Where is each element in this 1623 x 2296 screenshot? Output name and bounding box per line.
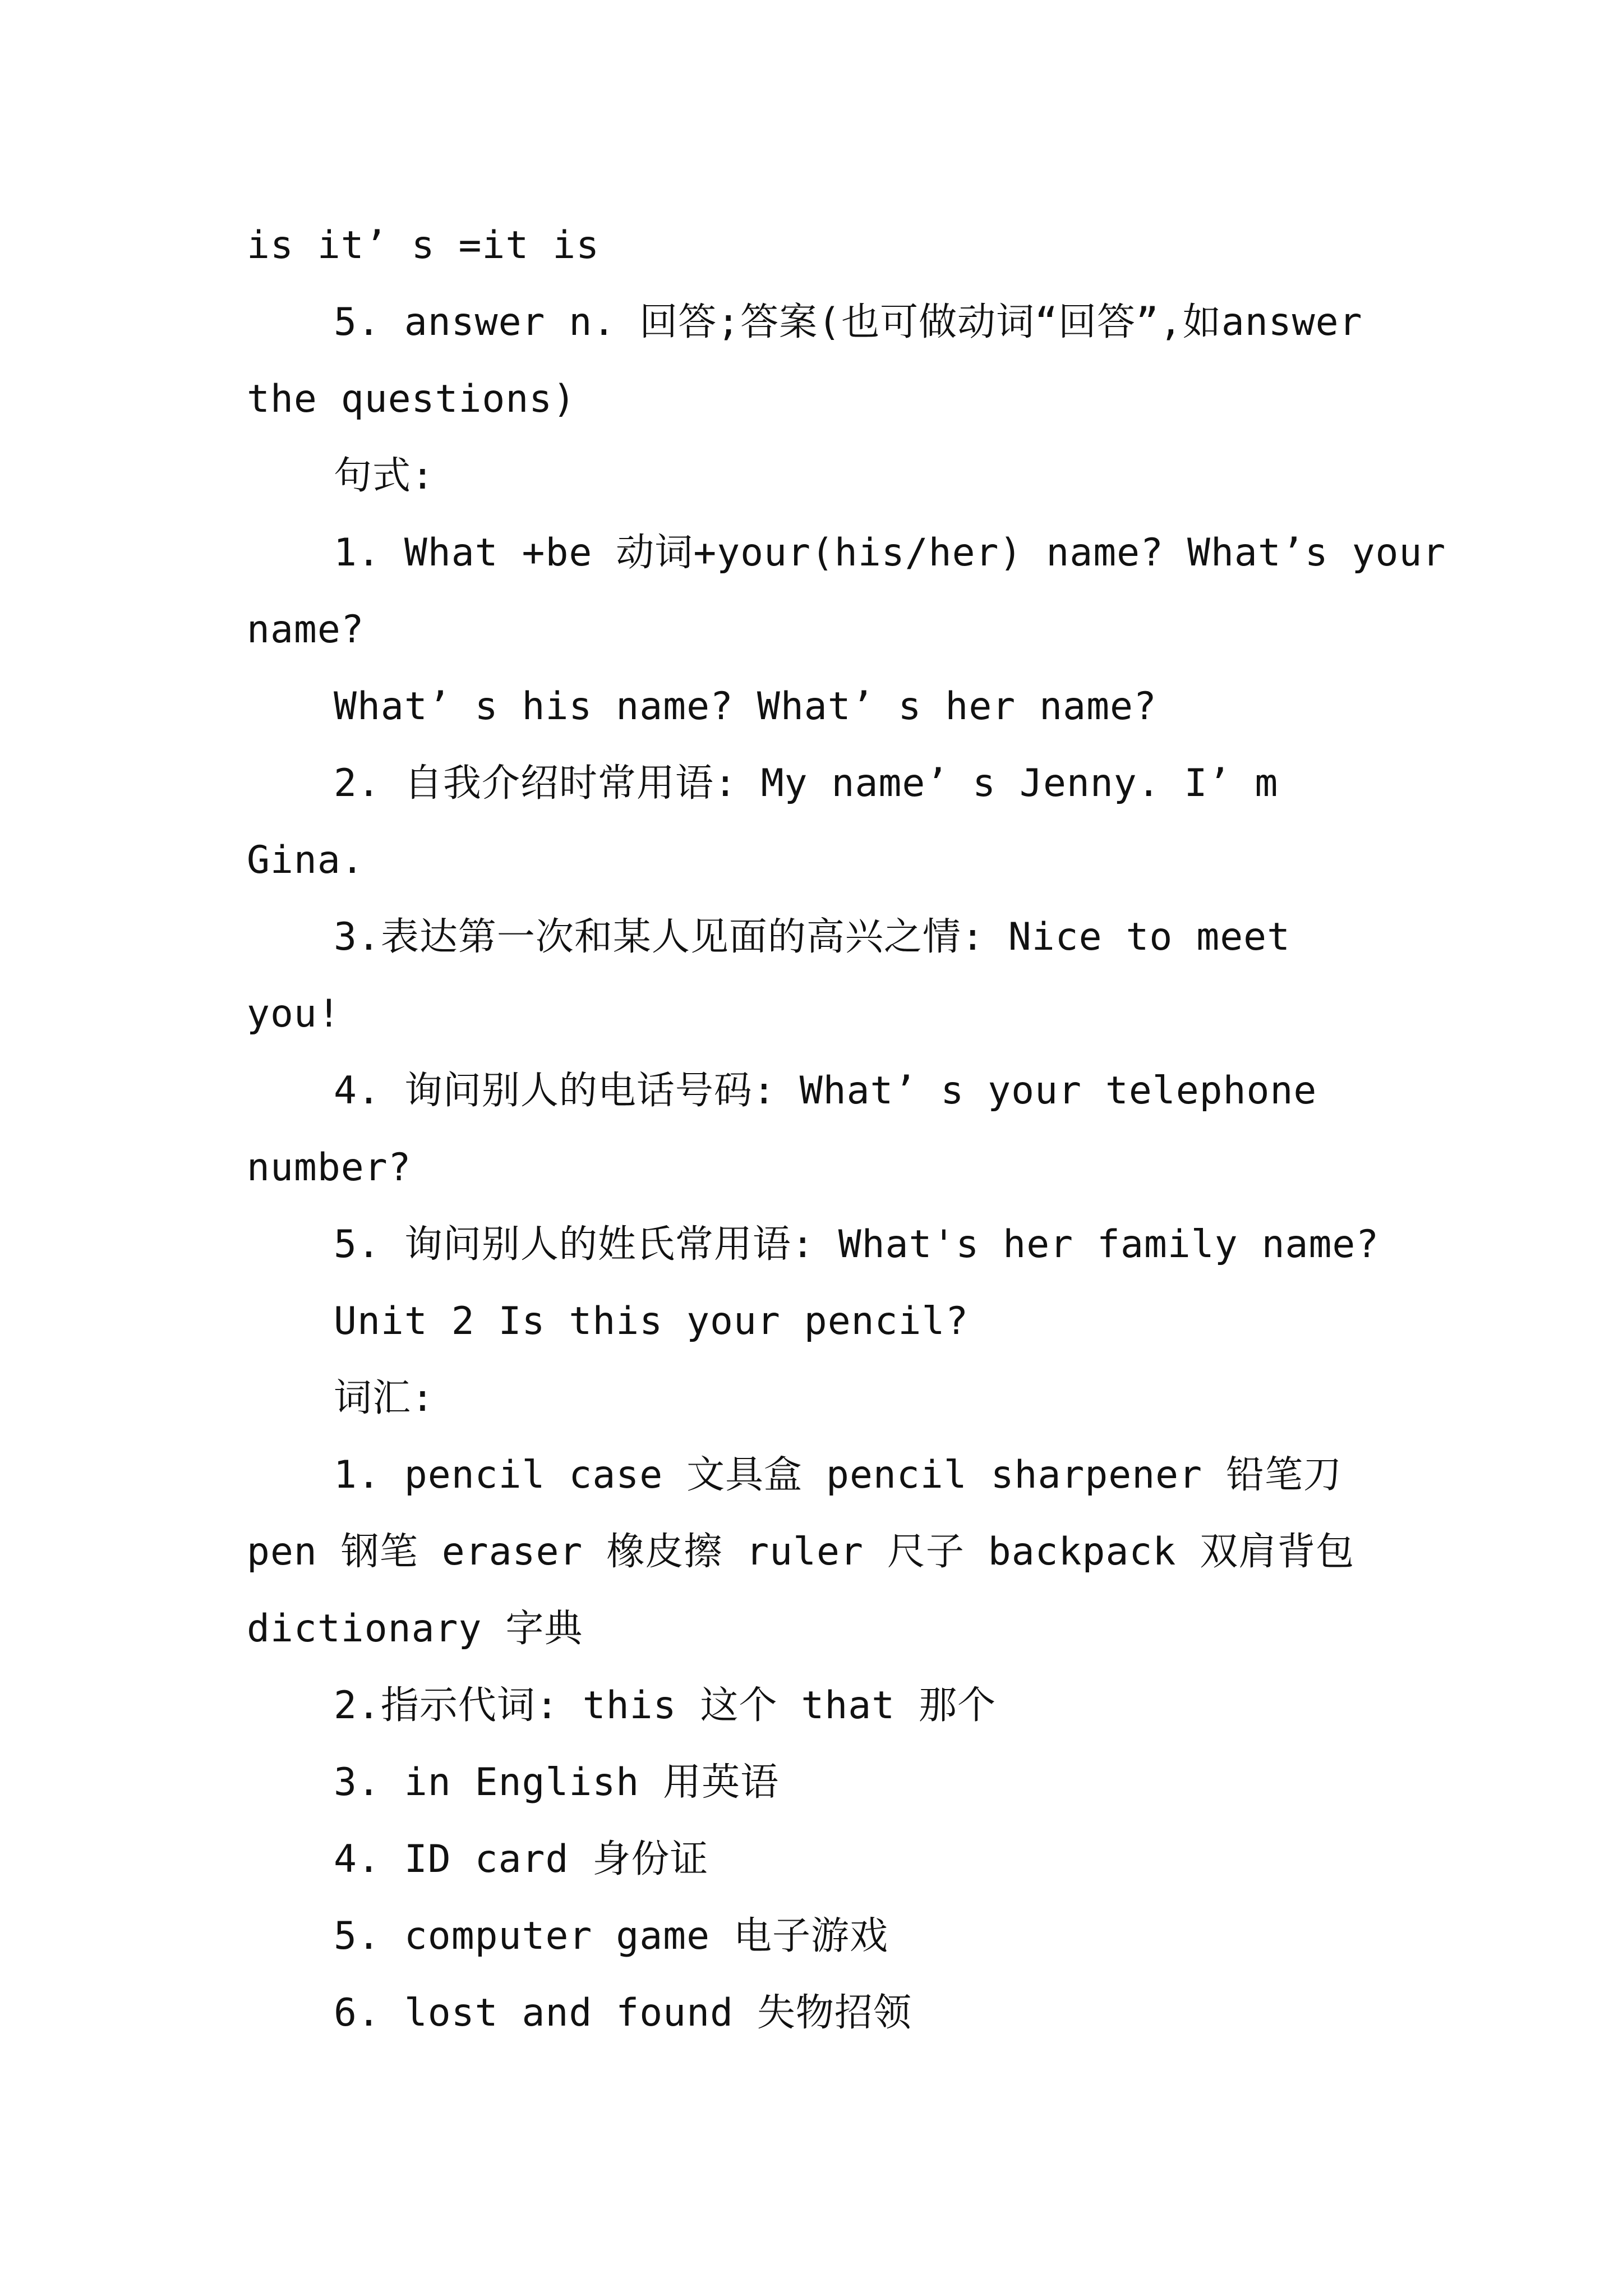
unit-title: Unit 2 Is this your pencil?: [334, 1299, 969, 1343]
text-line: number?: [247, 1145, 412, 1190]
text-line: 3. in English 用英语: [334, 1760, 780, 1805]
text-line: is it’ s =it is: [247, 223, 600, 268]
text-line: 4. ID card 身份证: [334, 1837, 709, 1881]
text-line: 3.表达第一次和某人见面的高兴之情: Nice to meet: [334, 915, 1291, 959]
text-line: the questions): [247, 377, 577, 421]
text-line: 2. 自我介绍时常用语: My name’ s Jenny. I’ m: [334, 761, 1279, 806]
text-line: name?: [247, 608, 365, 652]
text-line: 5. 询问别人的姓氏常用语: What's her family name?: [334, 1222, 1380, 1267]
text-line: 1. What +be 动词+your(his/her) name? What’s your: [334, 531, 1446, 575]
text-line: you!: [247, 992, 341, 1036]
text-line: 5. computer game 电子游戏: [334, 1914, 888, 1958]
text-line: What’ s his name? What’ s her name?: [334, 684, 1157, 729]
text-line: 1. pencil case 文具盒 pencil sharpener 铅笔刀: [334, 1453, 1343, 1497]
section-heading: 词汇:: [334, 1376, 435, 1420]
text-line: 6. lost and found 失物招领: [334, 1991, 912, 2035]
section-heading: 句式:: [334, 454, 435, 498]
text-line: Gina.: [247, 838, 365, 882]
text-line: dictionary 字典: [247, 1607, 583, 1651]
text-line: 5. answer n. 回答;答案(也可做动词“回答”,如answer: [334, 300, 1363, 344]
text-line: 2.指示代词: this 这个 that 那个: [334, 1683, 997, 1728]
text-line: 4. 询问别人的电话号码: What’ s your telephone: [334, 1069, 1317, 1113]
text-line: pen 钢笔 eraser 橡皮擦 ruler 尺子 backpack 双肩背包: [247, 1530, 1355, 1574]
